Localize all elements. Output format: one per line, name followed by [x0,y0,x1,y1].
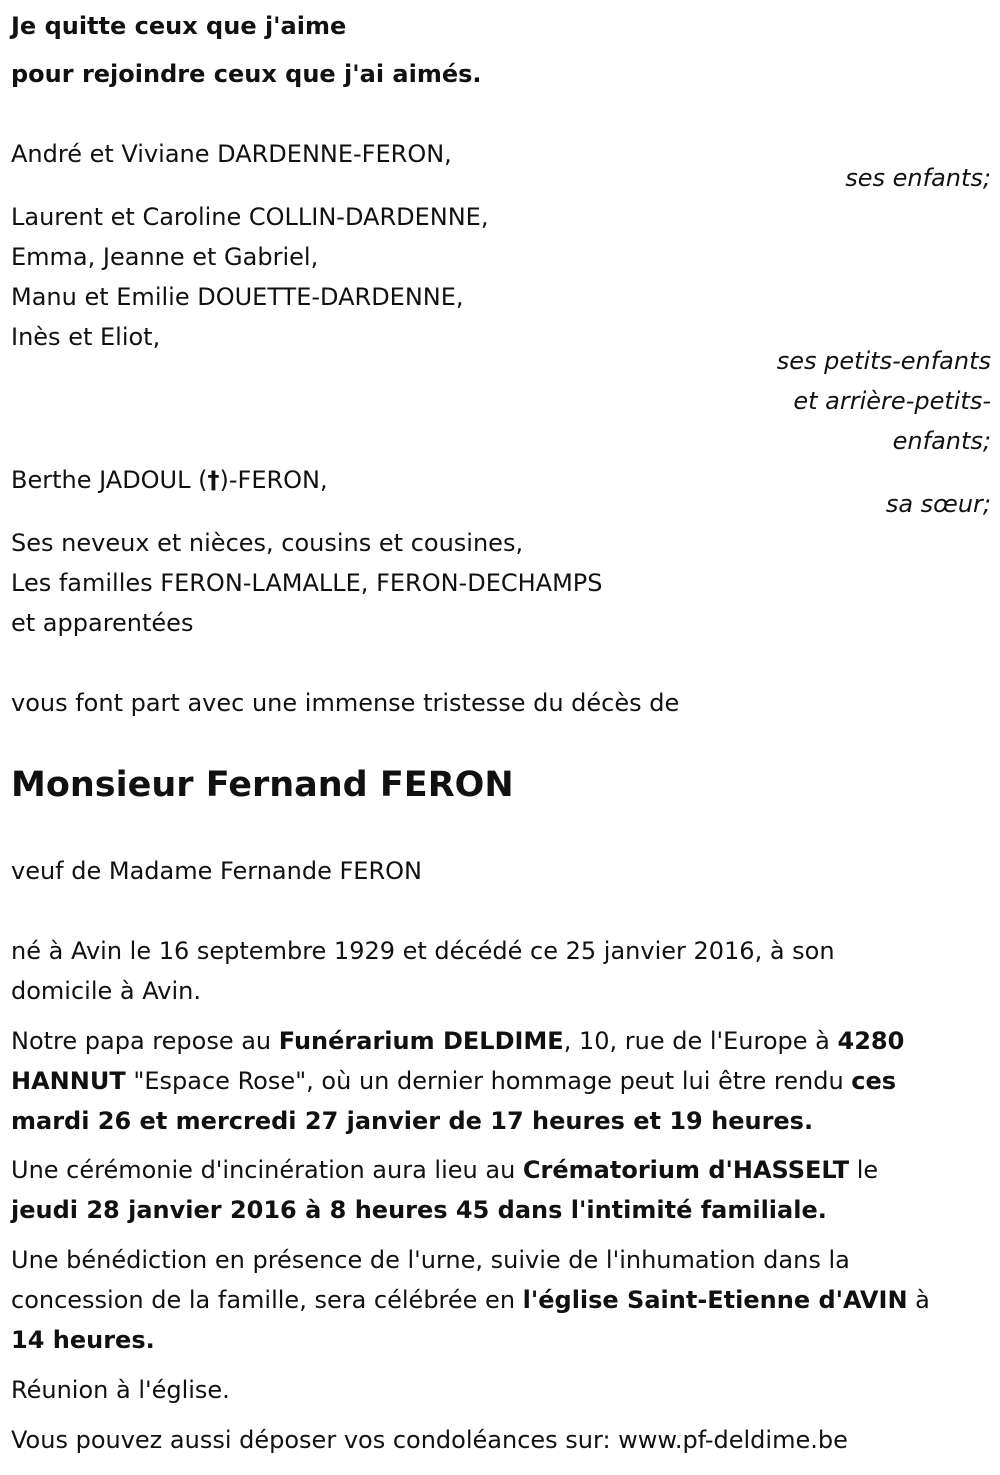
sister-prefix: Berthe JADOUL ( [11,466,208,494]
postal-code: 4280 [837,1027,905,1055]
blessing-time: 14 heures. [11,1326,155,1354]
rest-line-2 [11,1065,896,1097]
rest-text: Notre papa repose au [11,1027,279,1055]
sister-role: sa sœur; [885,490,991,518]
cremation-text: Une cérémonie d'incinération aura lieu au [11,1156,523,1184]
rest-text: "Espace Rose", où un dernier hommage peut lui être rendu [125,1067,852,1095]
grandchildren-line: Inès et Eliot, [11,323,161,351]
funeral-home-name: Funérarium DELDIME [278,1027,564,1055]
cross-icon: † [207,466,220,494]
children-role: ses enfants; [845,164,991,192]
cremation-date: jeudi 28 janvier 2016 à 8 heures 45 dans l'intimité familiale. [11,1196,827,1224]
grandchildren-role-line: et arrière-petits- [793,387,991,415]
relatives-line: et apparentées [11,609,194,637]
grandchildren-role-line: ses petits-enfants [776,347,991,375]
grandchildren-line: Emma, Jeanne et Gabriel, [11,243,319,271]
relatives-line: Ses neveux et nièces, cousins et cousines, [11,529,524,557]
rest-address: , 10, rue de l'Europe à [563,1027,838,1055]
cremation-line-1 [11,1154,878,1186]
meeting-line: Réunion à l'église. [11,1376,230,1404]
blessing-line-1: Une bénédiction en présence de l'urne, suivie de l'inhumation dans la [11,1246,850,1274]
sister-suffix: )-FERON, [219,466,328,494]
blessing-text: à [907,1286,930,1314]
deceased-name: Monsieur Fernand FERON [11,765,514,805]
grandchildren-role-line: enfants; [892,427,991,455]
relatives-line: Les familles FERON-LAMALLE, FERON-DECHAMPS [11,569,603,597]
quote-line-2: pour rejoindre ceux que j'ai aimés. [11,60,482,88]
church-name: l'église Saint-Etienne d'AVIN [522,1286,908,1314]
crematorium-name: Crématorium d'HASSELT [522,1156,850,1184]
blessing-line-2 [11,1284,930,1316]
city-name: HANNUT [11,1067,126,1095]
sister-name [11,464,328,496]
blessing-text: concession de la famille, sera célébrée en [11,1286,523,1314]
birth-death-line: né à Avin le 16 septembre 1929 et décédé ce 25 janvier 2016, à son [11,937,835,965]
children-names: André et Viviane DARDENNE-FERON, [11,140,452,168]
birth-death-line: domicile à Avin. [11,977,201,1005]
spouse-line: veuf de Madame Fernande FERON [11,857,422,885]
rest-line-1 [11,1025,904,1057]
visiting-intro: ces [851,1067,897,1095]
cremation-text: le [849,1156,879,1184]
visiting-hours: mardi 26 et mercredi 27 janvier de 17 heures et 19 heures. [11,1107,814,1135]
condolences-line: Vous pouvez aussi déposer vos condoléances sur: www.pf-deldime.be [11,1426,848,1454]
grandchildren-line: Laurent et Caroline COLLIN-DARDENNE, [11,203,489,231]
grandchildren-line: Manu et Emilie DOUETTE-DARDENNE, [11,283,464,311]
quote-line-1: Je quitte ceux que j'aime [11,12,347,40]
announcement-text: vous font part avec une immense tristesse du décès de [11,689,680,717]
